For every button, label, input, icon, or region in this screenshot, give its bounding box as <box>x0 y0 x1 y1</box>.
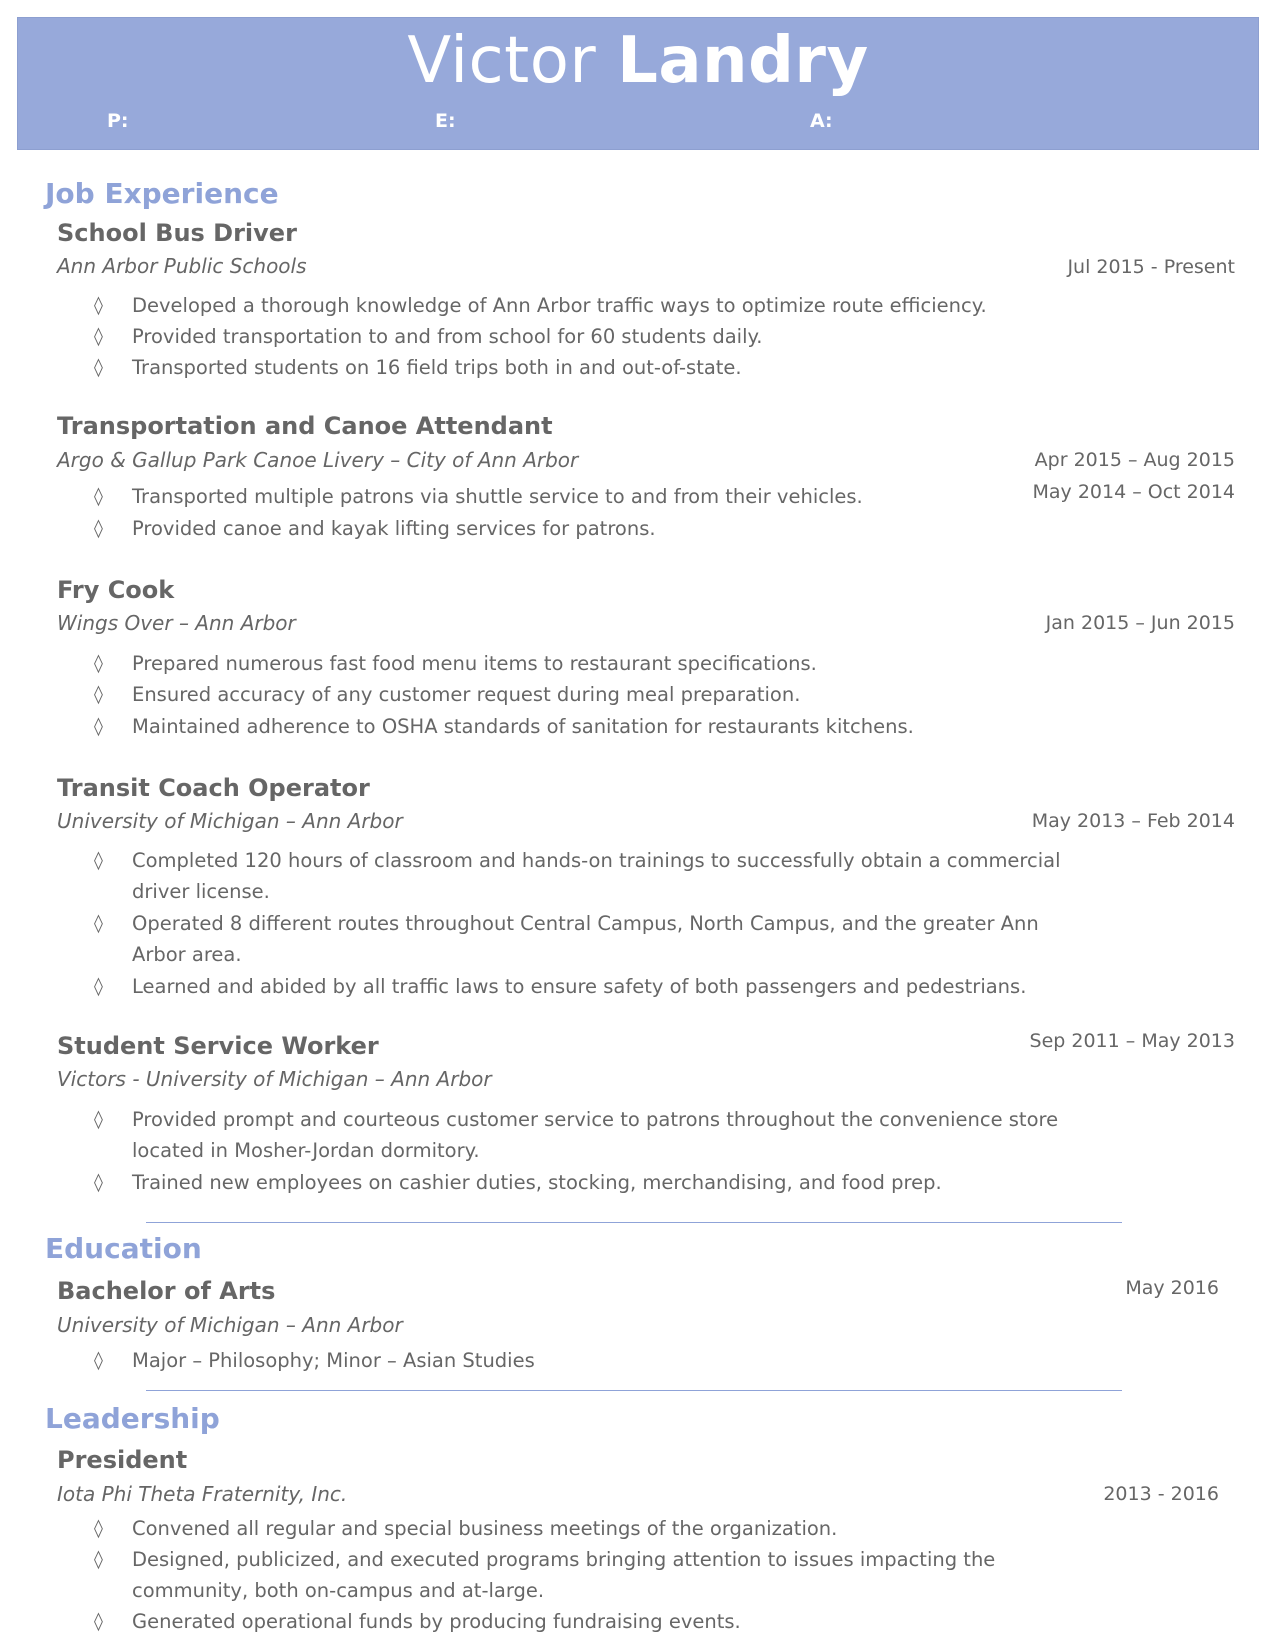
leadership-title: President <box>57 1446 188 1474</box>
job-date: Sep 2011 – May 2013 <box>1029 1030 1235 1052</box>
diamond-bullet-icon: ◊ <box>94 653 103 674</box>
list-item: ◊ Learned and abided by all traffic laws to ensure safety of both passengers and pedestrians. <box>90 971 1050 1002</box>
diamond-bullet-icon: ◊ <box>94 1172 103 1193</box>
diamond-bullet-icon: ◊ <box>94 295 103 316</box>
diamond-bullet-icon: ◊ <box>94 357 103 378</box>
job-organization: Ann Arbor Public Schools <box>57 254 307 278</box>
job-title: Fry Cook <box>57 576 175 604</box>
education-institution: University of Michigan – Ann Arbor <box>57 1313 403 1337</box>
diamond-bullet-icon: ◊ <box>94 684 103 705</box>
diamond-bullet-icon: ◊ <box>94 1518 103 1539</box>
section-divider <box>146 1222 1122 1223</box>
list-item: ◊ Developed a thorough knowledge of Ann Arbor traffic ways to optimize route efficiency. <box>90 290 1050 321</box>
job-organization: University of Michigan – Ann Arbor <box>57 809 403 833</box>
list-item: ◊ Operated 8 different routes throughout Central Campus, North Campus, and the greater Ann Arbor area. <box>90 908 1050 970</box>
section-title-education: Education <box>45 1232 202 1265</box>
diamond-bullet-icon: ◊ <box>94 976 103 997</box>
list-item: ◊ Trained new employees on cashier duties, stocking, merchandising, and food prep. <box>90 1167 1050 1198</box>
leadership-organization: Iota Phi Theta Fraternity, Inc. <box>57 1482 348 1506</box>
degree-title: Bachelor of Arts <box>57 1277 276 1305</box>
job-title: School Bus Driver <box>57 219 297 247</box>
first-name: Victor <box>407 24 597 98</box>
job-date: Jan 2015 – Jun 2015 <box>1045 612 1235 634</box>
list-item: ◊ Provided prompt and courteous customer service to patrons throughout the convenience store located in Mosher-Jordan dormitory. <box>90 1104 1050 1166</box>
job-organization: Argo & Gallup Park Canoe Livery – City of Ann Arbor <box>57 448 579 472</box>
diamond-bullet-icon: ◊ <box>94 326 103 347</box>
list-item: ◊ Generated operational funds by producing fundraising events. <box>90 1606 1050 1637</box>
diamond-bullet-icon: ◊ <box>94 518 103 539</box>
list-item: ◊ Major – Philosophy; Minor – Asian Studies <box>90 1345 1050 1376</box>
section-title-job-experience: Job Experience <box>45 177 279 210</box>
list-item: ◊ Transported students on 16 field trips both in and out-of-state. <box>90 352 1050 383</box>
list-item: ◊ Transported multiple patrons via shuttle service to and from their vehicles. <box>90 481 1050 512</box>
list-item: ◊ Maintained adherence to OSHA standards of sanitation for restaurants kitchens. <box>90 711 1050 742</box>
job-organization: Wings Over – Ann Arbor <box>57 611 296 635</box>
email-label: E: <box>435 110 456 132</box>
diamond-bullet-icon: ◊ <box>94 1611 103 1632</box>
diamond-bullet-icon: ◊ <box>94 1109 103 1130</box>
list-item: ◊ Convened all regular and special business meetings of the organization. <box>90 1513 1050 1544</box>
list-item: ◊ Completed 120 hours of classroom and hands-on trainings to successfully obtain a commercial driver license. <box>90 845 1050 907</box>
list-item: ◊ Provided transportation to and from school for 60 students daily. <box>90 321 1050 352</box>
job-date: May 2013 – Feb 2014 <box>1031 810 1235 832</box>
candidate-name <box>18 22 1258 100</box>
list-item: ◊ Prepared numerous fast food menu items to restaurant specifications. <box>90 648 1050 679</box>
address-label: A: <box>810 110 833 132</box>
job-date: Jul 2015 - Present <box>1067 256 1235 278</box>
section-title-leadership: Leadership <box>45 1402 220 1435</box>
job-title: Transit Coach Operator <box>57 774 370 802</box>
diamond-bullet-icon: ◊ <box>94 486 103 507</box>
diamond-bullet-icon: ◊ <box>94 716 103 737</box>
phone-label: P: <box>107 110 129 132</box>
diamond-bullet-icon: ◊ <box>94 1549 103 1570</box>
job-date: Apr 2015 – Aug 2015 <box>1034 449 1235 471</box>
resume-header <box>17 17 1259 150</box>
job-title: Transportation and Canoe Attendant <box>57 412 553 440</box>
diamond-bullet-icon: ◊ <box>94 913 103 934</box>
list-item: ◊ Provided canoe and kayak lifting services for patrons. <box>90 513 1050 544</box>
job-date: May 2014 – Oct 2014 <box>1032 481 1235 503</box>
diamond-bullet-icon: ◊ <box>94 850 103 871</box>
last-name: Landry <box>617 24 869 98</box>
job-title: Student Service Worker <box>57 1032 379 1060</box>
diamond-bullet-icon: ◊ <box>94 1350 103 1371</box>
leadership-date: 2013 - 2016 <box>1103 1483 1219 1505</box>
job-organization: Victors - University of Michigan – Ann Arbor <box>57 1067 492 1091</box>
list-item: ◊ Designed, publicized, and executed programs bringing attention to issues impacting the community, both on-campus and at-large. <box>90 1544 1050 1606</box>
education-date: May 2016 <box>1125 1277 1219 1299</box>
list-item: ◊ Ensured accuracy of any customer request during meal preparation. <box>90 679 1050 710</box>
section-divider <box>146 1390 1122 1391</box>
